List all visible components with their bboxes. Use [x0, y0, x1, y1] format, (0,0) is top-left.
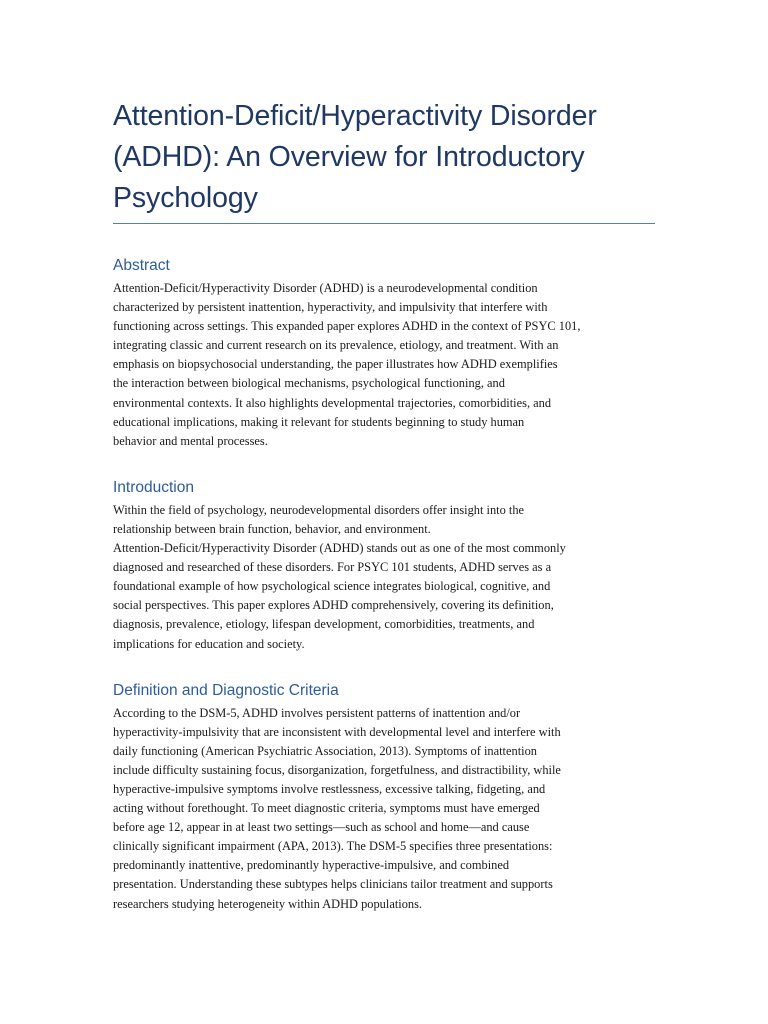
- section-heading: Definition and Diagnostic Criteria: [113, 681, 339, 699]
- text-line: clinically significant impairment (APA, 2013). The DSM-5 specifies three presentations:: [113, 839, 553, 854]
- text-line: presentation. Understanding these subtypes helps clinicians tailor treatment and supports: [113, 877, 553, 892]
- text-line: before age 12, appear in at least two settings—such as school and home—and cause: [113, 820, 530, 835]
- text-line: Within the field of psychology, neurodevelopmental disorders offer insight into the: [113, 502, 525, 517]
- text-line: hyperactivity-impulsivity that are inconsistent with developmental level and interfere with: [113, 724, 561, 739]
- text-line: diagnosis, prevalence, etiology, lifespan development, comorbidities, treatments, and: [113, 617, 535, 632]
- text-line: daily functioning (American Psychiatric Association, 2013). Symptoms of inattention: [113, 743, 537, 758]
- text-line: environmental contexts. It also highlights developmental trajectories, comorbidities, and: [113, 395, 552, 410]
- text-line: According to the DSM-5, ADHD involves persistent patterns of inattention and/or: [113, 705, 521, 720]
- document-page: [113, 0, 655, 914]
- text-line: characterized by persistent inattention, hyperactivity, and impulsivity that interfere with: [113, 300, 548, 315]
- section-paragraph: [113, 279, 655, 451]
- text-line: predominantly inattentive, predominantly hyperactive-impulsive, and combined: [113, 858, 510, 873]
- title-line: Attention-Deficit/Hyperactivity Disorder: [113, 100, 597, 132]
- text-line: emphasis on biopsychosocial understanding, the paper illustrates how ADHD exemplifies: [113, 357, 558, 372]
- title-divider: [113, 223, 655, 224]
- section-heading: Abstract: [113, 257, 170, 274]
- text-line: hyperactive-impulsive symptoms involve restlessness, excessive talking, fidgeting, and: [113, 781, 546, 796]
- text-line: foundational example of how psychological science integrates biological, cognitive, and: [113, 579, 551, 594]
- text-line: diagnosed and researched of these disorders. For PSYC 101 students, ADHD serves as a: [113, 560, 552, 575]
- section-abstract: [113, 256, 655, 451]
- text-line: educational implications, making it relevant for students beginning to study human: [113, 414, 525, 429]
- text-line: relationship between brain function, behavior, and environment.: [113, 521, 431, 536]
- section-definition: [113, 681, 655, 914]
- title-line: (ADHD): An Overview for Introductory: [113, 141, 585, 173]
- text-line: the interaction between biological mechanisms, psychological functioning, and: [113, 376, 505, 391]
- section-introduction: [113, 478, 655, 654]
- text-line: functioning across settings. This expanded paper explores ADHD in the context of PSYC 101,: [113, 319, 581, 334]
- text-line: acting without forethought. To meet diagnostic criteria, symptoms must have emerged: [113, 801, 540, 816]
- text-line: Attention-Deficit/Hyperactivity Disorder (ADHD) stands out as one of the most commonly: [113, 541, 566, 556]
- text-line: include difficulty sustaining focus, disorganization, forgetfulness, and distractibility, while: [113, 762, 561, 777]
- text-line: social perspectives. This paper explores ADHD comprehensively, covering its definition,: [113, 598, 554, 613]
- title-line: Psychology: [113, 182, 258, 214]
- section-paragraph: [113, 704, 655, 914]
- text-line: behavior and mental processes.: [113, 433, 268, 448]
- text-line: Attention-Deficit/Hyperactivity Disorder (ADHD) is a neurodevelopmental condition: [113, 281, 538, 295]
- section-heading: Introduction: [113, 478, 194, 496]
- text-line: implications for education and society.: [113, 636, 305, 651]
- text-line: researchers studying heterogeneity within ADHD populations.: [113, 896, 423, 911]
- document-title: [113, 96, 655, 219]
- section-paragraph: [113, 501, 655, 654]
- text-line: integrating classic and current research on its prevalence, etiology, and treatment. With an: [113, 338, 559, 353]
